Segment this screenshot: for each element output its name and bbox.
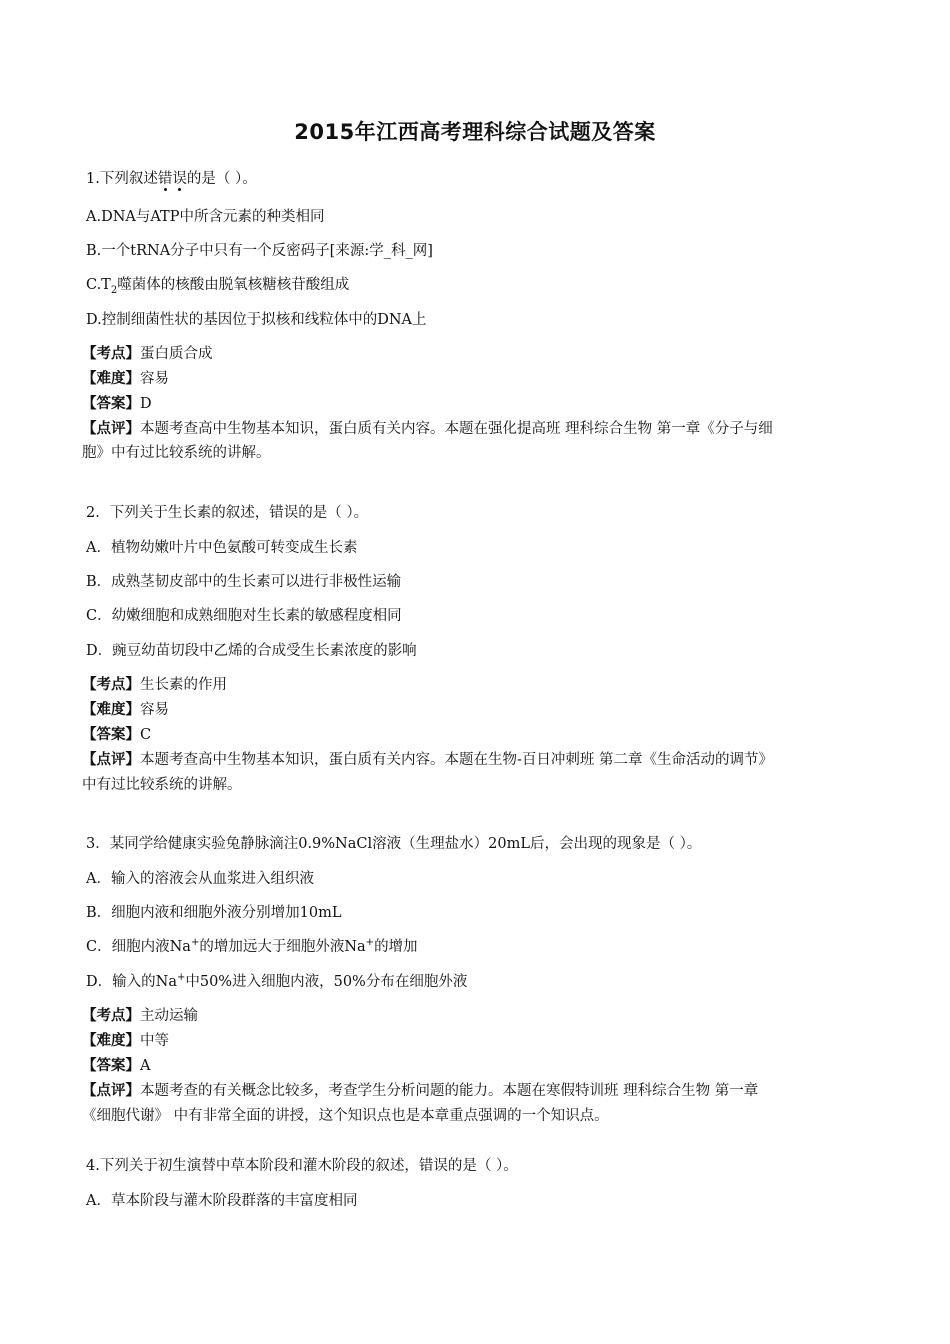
q1-option-a: A.DNA与ATP中所含元素的种类相同	[86, 209, 325, 225]
q3-option-a: A．输入的溶液会从血浆进入组织液	[86, 871, 314, 887]
q3-option-c-superscript: +	[365, 937, 375, 949]
q1-nandu-value: 容易	[140, 371, 169, 387]
daan-label: 答案	[96, 395, 126, 412]
q2-daan-value: C	[140, 727, 152, 743]
q2-nandu-value: 容易	[140, 702, 169, 718]
q4-option-a: A．草本阶段与灌木阶段群落的丰富度相同	[86, 1193, 358, 1209]
q2-dianping: 【点评】本题考查高中生物基本知识，蛋白质有关内容。本题在生物-百日冲刺班 第二章《生命活动的调节》	[82, 751, 774, 768]
q1-option-c-text: 噬菌体的核酸由脱氧核糖核苷酸组成	[117, 277, 350, 293]
q1-dianping: 【点评】本题考查高中生物基本知识，蛋白质有关内容。本题在强化提高班 理科综合生物 第一章《分子与细	[82, 420, 773, 437]
q2-nandu: 【难度】容易	[82, 701, 169, 718]
q2-dianping-cont: 中有过比较系统的讲解。	[82, 777, 242, 793]
q3-nandu-value: 中等	[140, 1033, 169, 1049]
q1-emphasis-char: 误	[172, 171, 187, 187]
q3-kaodian: 【考点】主动运输	[82, 1007, 198, 1024]
q1-option-c-subscript: 2	[110, 284, 118, 296]
q3-option-c	[86, 937, 418, 957]
nandu-label: 难度	[96, 701, 126, 718]
q3-option-d-text: D．输入的Na	[86, 974, 177, 990]
kaodian-label: 考点	[96, 676, 126, 693]
q3-option-c-text: 的增加远大于细胞外液Na	[199, 939, 366, 955]
q1-option-b: B.一个tRNA分子中只有一个反密码子[来源:学_科_网]	[86, 243, 433, 259]
q1-kaodian: 【考点】蛋白质合成	[82, 345, 213, 362]
q2-kaodian: 【考点】生长素的作用	[82, 676, 227, 693]
q2-option-c: C．幼嫩细胞和成熟细胞对生长素的敏感程度相同	[86, 608, 402, 624]
q3-dianping: 【点评】本题考查的有关概念比较多，考查学生分析问题的能力。本题在寒假特训班 理科综合生物 第一章	[82, 1082, 759, 1099]
q1-daan: 【答案】D	[82, 395, 152, 412]
q3-dianping-text: 本题考查的有关概念比较多，考查学生分析问题的能力。本题在寒假特训班 理科综合生物 第一章	[140, 1083, 759, 1099]
q3-dianping-cont: 《细胞代谢》 中有非常全面的讲授，这个知识点也是本章重点强调的一个知识点。	[82, 1108, 609, 1124]
q1-dianping-text: 本题考查高中生物基本知识，蛋白质有关内容。本题在强化提高班 理科综合生物 第一章《分子与细	[140, 421, 773, 437]
q1-emphasis-char: 错	[157, 171, 173, 187]
kaodian-label: 考点	[96, 1007, 126, 1024]
q1-kaodian-value: 蛋白质合成	[140, 346, 213, 362]
daan-label: 答案	[96, 726, 126, 743]
q3-kaodian-value: 主动运输	[140, 1008, 198, 1024]
q3-option-c-text: 的增加	[374, 939, 418, 955]
q1-option-d: D.控制细菌性状的基因位于拟核和线粒体中的DNA上	[86, 312, 427, 328]
dianping-label: 点评	[96, 1082, 126, 1099]
q1-stem-text: 的是（ ）。	[186, 171, 257, 187]
q3-stem: 3．某同学给健康实验兔静脉滴注0.9%NaCl溶液（生理盐水）20mL后，会出现的现象是（ ）。	[86, 836, 702, 852]
q1-stem-text: 1.下列叙述	[86, 171, 158, 187]
nandu-label: 难度	[96, 370, 126, 387]
document-title: 2015年江西高考理科综合试题及答案	[294, 120, 656, 144]
q3-option-c-superscript: +	[190, 937, 200, 949]
q2-stem: 2．下列关于生长素的叙述，错误的是（ ）。	[86, 505, 369, 521]
q2-dianping-text: 本题考查高中生物基本知识，蛋白质有关内容。本题在生物-百日冲刺班 第二章《生命活动的调节》	[140, 752, 774, 768]
q3-option-d	[86, 972, 467, 992]
q4-stem: 4.下列关于初生演替中草本阶段和灌木阶段的叙述，错误的是（ ）。	[86, 1158, 518, 1174]
dianping-label: 点评	[96, 751, 126, 768]
q1-daan-value: D	[140, 396, 152, 412]
q3-daan-value: A	[140, 1058, 151, 1074]
kaodian-label: 考点	[96, 345, 126, 362]
q2-option-b: B．成熟茎韧皮部中的生长素可以进行非极性运输	[86, 574, 402, 590]
q2-kaodian-value: 生长素的作用	[140, 677, 227, 693]
q3-option-d-text: 中50%进入细胞内液，50%分布在细胞外液	[185, 974, 468, 990]
dianping-label: 点评	[96, 420, 126, 437]
nandu-label: 难度	[96, 1032, 126, 1049]
q1-option-c-text: C.T	[86, 277, 111, 293]
q1-stem	[86, 169, 257, 189]
q3-option-b: B．细胞内液和细胞外液分别增加10mL	[86, 905, 342, 921]
q1-option-c	[86, 275, 349, 295]
q2-option-d: D．豌豆幼苗切段中乙烯的合成受生长素浓度的影响	[86, 643, 417, 659]
q3-option-d-superscript: +	[176, 972, 186, 984]
q3-option-c-text: C．细胞内液Na	[86, 939, 191, 955]
q3-daan: 【答案】A	[82, 1057, 151, 1074]
q1-dianping-cont: 胞》中有过比较系统的讲解。	[82, 445, 271, 461]
q3-nandu: 【难度】中等	[82, 1032, 169, 1049]
q2-daan: 【答案】C	[82, 726, 152, 743]
q1-nandu: 【难度】容易	[82, 370, 169, 387]
daan-label: 答案	[96, 1057, 126, 1074]
q2-option-a: A．植物幼嫩叶片中色氨酸可转变成生长素	[86, 540, 358, 556]
